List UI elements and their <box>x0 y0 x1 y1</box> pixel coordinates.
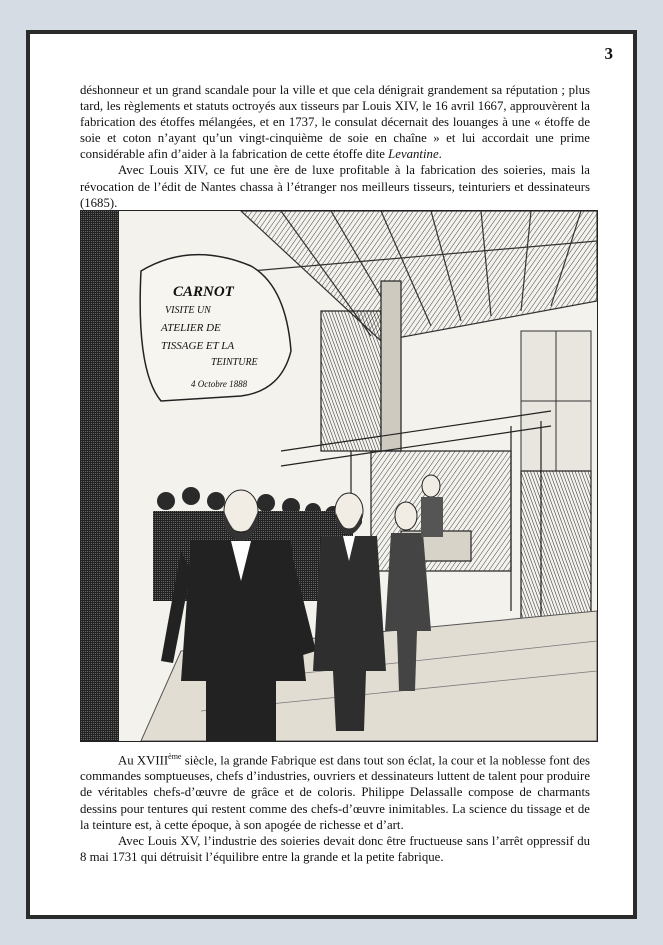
ceiling-beams <box>241 211 597 341</box>
paragraph-2: Avec Louis XIV, ce fut une ère de luxe profitable à la fabrication des soieries, mais la révocation de l’édit de Nantes chassa à l’étranger nos meilleurs tisseurs, teinturiers et dessinateurs (1685). <box>80 163 590 210</box>
paragraph-4: Avec Louis XV, l’industrie des soieries devait donc être fructueuse sans l’arrêt oppressif du 8 mai 1731 qui détruisit l’équilibre entre la grande et la petite fabrique. <box>80 833 590 864</box>
banner-line-6: 4 Octobre 1888 <box>191 379 248 389</box>
worker-figure <box>421 475 443 537</box>
banner-line-3: ATELIER DE <box>161 322 221 334</box>
top-text-block <box>80 82 590 211</box>
paragraph-1 <box>80 82 590 162</box>
left-curtain <box>81 211 119 741</box>
paragraph-1-end: . <box>438 147 442 162</box>
banner-line-1: CARNOT <box>173 284 234 300</box>
banner-line-2: VISITE UN <box>165 305 211 316</box>
page-number: 3 <box>604 44 613 63</box>
engraving-illustration <box>80 210 598 742</box>
paragraph-3 <box>80 749 590 833</box>
bottom-text-block <box>80 749 590 865</box>
engraving-drawing <box>81 211 597 741</box>
banner <box>140 255 291 401</box>
paragraph-1-text: déshonneur et un grand scandale pour la ville et que cela dénigrait grandement sa réputation ; plus tard, les règlements et statuts octroyés aux tisseurs par Louis XIV, le 16 avril 1667, approuvèrent la fabrication des étoffes mélangées, et en 1737, le consulat décernait des louanges à une « étoffe de soie et coton n’ayant qu’un vingt-cinquième de soie en chaîne » et lui accordait une prime considérable afin d’aider à la fabrication de cette étoffe dite <box>80 83 590 162</box>
banner-line-4: TISSAGE ET LA <box>161 340 235 352</box>
paragraph-1-italic: Levantine <box>388 147 439 162</box>
paragraph-3-text: siècle, la grande Fabrique est dans tout son éclat, la cour et la noblesse font des commandes somptueuses, chefs d’industries, ouvriers et dessinateurs luttent de talent pour produire de véritables chefs-d’œuvre de grâce et de coloris. Philippe Delassalle compose de charmants dessins pour tentures qui restent comme des chefs-d’œuvre inimitables. La science du tissage et de la teinture est, à cette époque, à son apogée de richesse et d’art. <box>80 753 591 832</box>
banner-line-5: TEINTURE <box>211 357 258 368</box>
paragraph-3-superscript: ème <box>168 752 182 761</box>
paragraph-3-prefix: Au XVIII <box>118 753 169 768</box>
page-frame <box>26 30 637 919</box>
